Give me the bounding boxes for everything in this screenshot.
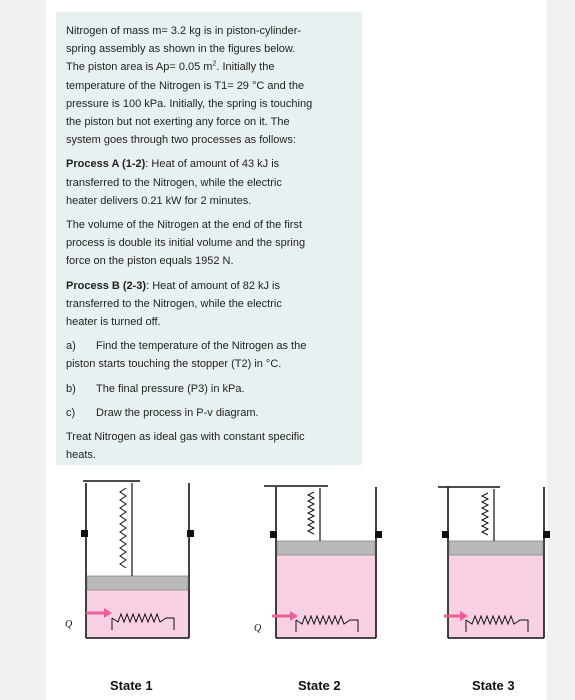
question-line: piston starts touching the stopper (T2) in °C. [66, 358, 282, 371]
volume-line: force on the piston equals 1952 N. [66, 255, 234, 268]
piston [449, 541, 543, 555]
heater-coil [466, 616, 528, 632]
right-margin [547, 0, 575, 700]
process-a-line: : Heat of amount of 43 kJ is [145, 158, 280, 171]
intro-line: the piston but not exerting any force on it. The [66, 116, 290, 129]
question-number: a) [66, 340, 76, 353]
question-text: The final pressure (P3) in kPa. [96, 382, 245, 395]
gas-region [448, 552, 544, 638]
intro-line: temperature of the Nitrogen is T1= 29 °C and the [66, 79, 305, 92]
piston [87, 576, 188, 590]
intro-line: pressure is 100 kPa. Initially, the spring is touching [66, 97, 313, 110]
heat-label: Q [65, 619, 73, 630]
process-a-line: heater delivers 0.21 kW for 2 minutes. [66, 194, 252, 207]
question-a [66, 337, 354, 373]
spring [120, 488, 126, 568]
state-1-label: State 1 [110, 678, 153, 693]
area-exponent: 2 [212, 60, 217, 68]
intro-line: The piston area is Ap= 0.05 m [66, 61, 213, 74]
stopper-left [270, 531, 277, 538]
spring [308, 492, 314, 534]
state-3-label: State 3 [472, 678, 515, 693]
state-1-cylinder [65, 481, 194, 638]
problem-statement [56, 12, 362, 465]
process-b-title: Process B (2-3) [66, 279, 147, 292]
stopper-left [442, 531, 449, 538]
intro-line: system goes through two processes as follows: [66, 134, 296, 147]
stopper-left [81, 530, 88, 537]
intro-line: . Initially the [216, 61, 275, 74]
process-b-line: transferred to the Nitrogen, while the electric [66, 297, 282, 310]
question-text: Draw the process in P-v diagram. [96, 406, 259, 419]
spring [482, 493, 488, 535]
process-b-line: heater is turned off. [66, 316, 161, 329]
question-line: Find the temperature of the Nitrogen as the [96, 340, 307, 353]
process-a-paragraph [66, 155, 354, 210]
left-margin [0, 0, 46, 700]
gas-region [86, 578, 189, 638]
process-a-line: transferred to the Nitrogen, while the electric [66, 176, 282, 189]
process-b-line: : Heat of amount of 82 kJ is [146, 279, 280, 292]
question-number: c) [66, 406, 76, 419]
intro-paragraph [66, 22, 354, 149]
question-number: b) [66, 382, 76, 395]
question-b [66, 380, 354, 398]
heat-label: Q [254, 623, 262, 634]
volume-line: The volume of the Nitrogen at the end of the first [66, 219, 303, 232]
intro-line: Nitrogen of mass m= 3.2 kg is in piston-cylinder- [66, 25, 302, 37]
question-c [66, 404, 354, 422]
footer-line: Treat Nitrogen as ideal gas with constant specific [66, 431, 305, 444]
process-a-title: Process A (1-2) [66, 158, 146, 171]
process-b-paragraph [66, 277, 354, 332]
stopper-right [375, 531, 382, 538]
footer-paragraph [66, 428, 354, 464]
question-text [66, 337, 307, 373]
state-2-label: State 2 [298, 678, 341, 693]
heater-coil [296, 616, 358, 632]
heater-coil [112, 614, 174, 630]
state-2-cylinder [254, 486, 382, 638]
stopper-right [187, 530, 194, 537]
piston [277, 541, 375, 555]
state-3-cylinder [438, 487, 550, 638]
footer-line: heats. [66, 449, 96, 462]
gas-region [276, 552, 376, 638]
volume-paragraph [66, 216, 354, 271]
intro-line: spring assembly as shown in the figures below. [66, 43, 296, 56]
volume-line: process is double its initial volume and the spring [66, 237, 306, 250]
